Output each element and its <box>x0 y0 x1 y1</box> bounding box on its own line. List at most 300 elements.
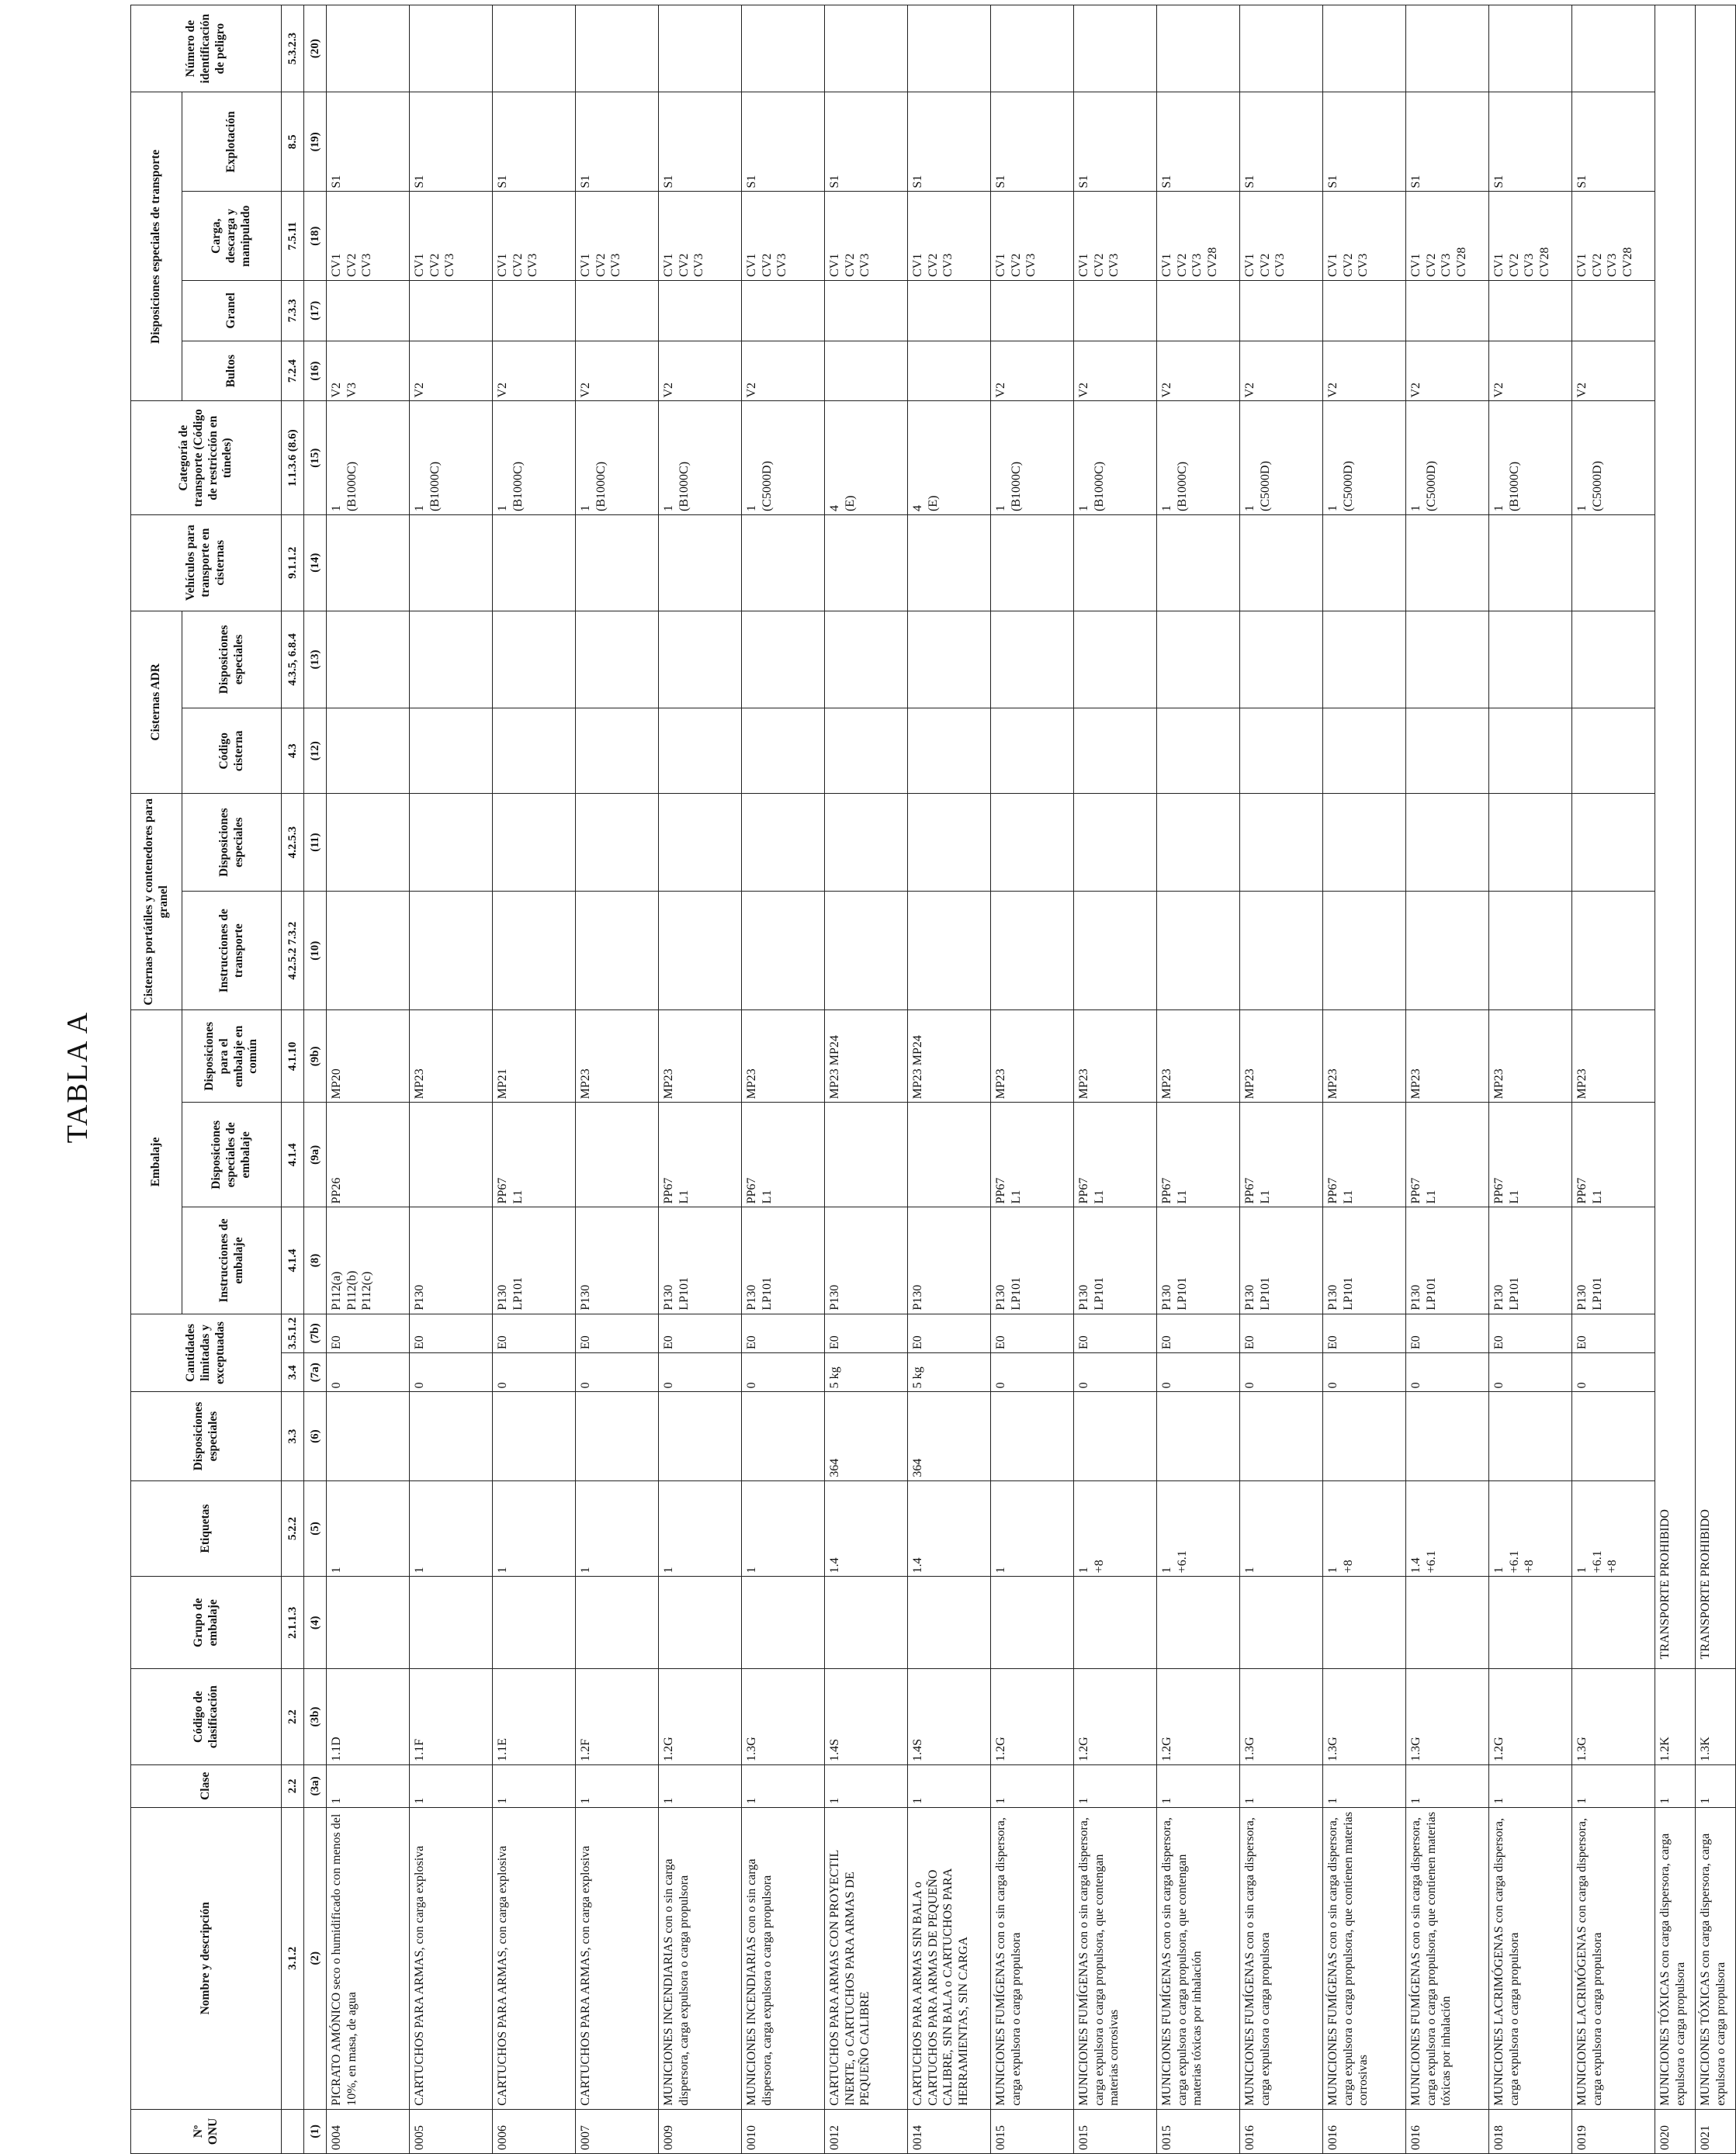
header-loading: Carga, descarga y manipulado <box>182 192 282 280</box>
table-row <box>1157 5 1240 2154</box>
tank-code-cell <box>493 708 576 794</box>
table-row <box>991 5 1074 2154</box>
portable-special-cell <box>493 794 576 892</box>
reference-cell: 4.1.4 <box>282 1103 304 1207</box>
mixed-packing-cell: MP23 <box>1240 1010 1323 1103</box>
special-provisions-cell <box>493 1392 576 1480</box>
transport-instructions-cell <box>1572 892 1655 1010</box>
bulk-provision-cell <box>1489 280 1572 341</box>
mixed-packing-cell: MP23 MP24 <box>908 1010 991 1103</box>
packages-provision-cell: V2 <box>1074 341 1157 401</box>
operation-provision-cell: S1 <box>991 92 1074 192</box>
un-number-cell: 0015 <box>991 2109 1074 2153</box>
tank-vehicle-cell <box>1157 514 1240 611</box>
tank-code-cell <box>1572 708 1655 794</box>
table-row <box>1074 5 1157 2154</box>
packing-group-cell <box>1074 1577 1157 1669</box>
packages-provision-cell: V2 <box>659 341 742 401</box>
class-cell: 1 <box>1489 1764 1572 1807</box>
reference-cell: 3.3 <box>282 1392 304 1480</box>
bulk-provision-cell <box>327 280 410 341</box>
special-provisions-cell: 364 <box>825 1392 908 1480</box>
operation-provision-cell: S1 <box>410 92 493 192</box>
header-transport-instructions: Instrucciones de transporte <box>182 892 282 1010</box>
special-provisions-cell <box>1240 1392 1323 1480</box>
tank-vehicle-cell <box>1572 514 1655 611</box>
table-row <box>1489 5 1572 2154</box>
reference-cell: 7.5.11 <box>282 192 304 280</box>
transport-instructions-cell <box>825 892 908 1010</box>
header-portable-tanks: Cisternas portátiles y contenedores para granel <box>131 794 182 1010</box>
table-row <box>410 5 493 2154</box>
column-number-cell: (2) <box>304 1807 327 2109</box>
packing-special-cell <box>576 1103 659 1207</box>
transport-category-cell: 1 (B1000C) <box>1157 401 1240 514</box>
portable-special-cell <box>1406 794 1489 892</box>
limited-quantity-cell: 0 <box>742 1353 825 1392</box>
excepted-quantity-cell: E0 <box>1157 1314 1240 1352</box>
tank-code-cell <box>1406 708 1489 794</box>
packing-special-cell: PP67 L1 <box>1157 1103 1240 1207</box>
classification-code-cell: 1.2G <box>659 1669 742 1765</box>
packing-group-cell <box>1157 1577 1240 1669</box>
packing-special-cell: PP67 L1 <box>493 1103 576 1207</box>
header-hazard-number: Número de identificación de peligro <box>131 5 282 92</box>
loading-provision-cell: CV1 CV2 CV3 <box>742 192 825 280</box>
name-description-cell: MUNICIONES FUMÍGENAS con o sin carga dispersora, carga expulsora o carga propulsora <box>991 1807 1074 2109</box>
special-provisions-cell <box>327 1392 410 1480</box>
class-cell: 1 <box>1240 1764 1323 1807</box>
transport-instructions-cell <box>908 892 991 1010</box>
excepted-quantity-cell: E0 <box>1323 1314 1406 1352</box>
classification-code-cell: 1.3G <box>1240 1669 1323 1765</box>
tank-vehicle-cell <box>1406 514 1489 611</box>
tank-code-cell <box>908 708 991 794</box>
tank-vehicle-cell <box>1240 514 1323 611</box>
reference-cell: 3.1.2 <box>282 1807 304 2109</box>
column-number-cell: (18) <box>304 192 327 280</box>
reference-cell: 9.1.1.2 <box>282 514 304 611</box>
portable-special-cell <box>1572 794 1655 892</box>
limited-quantity-cell: 0 <box>1406 1353 1489 1392</box>
portable-special-cell <box>1157 794 1240 892</box>
tank-special-cell <box>742 611 825 708</box>
loading-provision-cell: CV1 CV2 CV3 CV28 <box>1572 192 1655 280</box>
header-packages: Bultos <box>182 341 282 401</box>
column-number-cell: (5) <box>304 1480 327 1577</box>
special-provisions-cell <box>1572 1392 1655 1480</box>
table-row <box>1572 5 1655 2154</box>
un-number-cell: 0007 <box>576 2109 659 2153</box>
classification-code-cell: 1.3G <box>742 1669 825 1765</box>
tank-special-cell <box>1074 611 1157 708</box>
mixed-packing-cell: MP23 <box>1406 1010 1489 1103</box>
special-provisions-cell <box>1074 1392 1157 1480</box>
excepted-quantity-cell: E0 <box>1406 1314 1489 1352</box>
classification-code-cell: 1.2F <box>576 1669 659 1765</box>
transport-category-cell: 1 (B1000C) <box>493 401 576 514</box>
header-labels: Etiquetas <box>131 1480 282 1577</box>
mixed-packing-cell: MP23 <box>1323 1010 1406 1103</box>
excepted-quantity-cell: E0 <box>825 1314 908 1352</box>
table-row <box>1240 5 1323 2154</box>
column-number-cell: (15) <box>304 401 327 514</box>
name-description-cell: MUNICIONES FUMÍGENAS con o sin carga dispersora, carga expulsora o carga propulsora, que contengan materias corrosivas <box>1074 1807 1157 2109</box>
labels-cell: 1 <box>1240 1480 1323 1577</box>
reference-cell <box>282 2109 304 2153</box>
mixed-packing-cell: MP23 <box>1572 1010 1655 1103</box>
table-row <box>908 5 991 2154</box>
packing-special-cell <box>825 1103 908 1207</box>
operation-provision-cell: S1 <box>908 92 991 192</box>
class-cell: 1 <box>576 1764 659 1807</box>
labels-cell: 1 +6.1 +8 <box>1489 1480 1572 1577</box>
header-adr-tanks: Cisternas ADR <box>131 611 182 794</box>
packing-group-cell <box>1323 1577 1406 1669</box>
hazard-number-cell <box>1240 5 1323 92</box>
header-operation: Explotación <box>182 92 282 192</box>
reference-cell: 4.2.5.2 7.3.2 <box>282 892 304 1010</box>
transport-category-cell: 1 (C5000D) <box>742 401 825 514</box>
name-description-cell: MUNICIONES LACRIMÓGENAS con carga dispersora, carga expulsora o carga propulsora <box>1489 1807 1572 2109</box>
column-number-cell: (11) <box>304 794 327 892</box>
bulk-provision-cell <box>1406 280 1489 341</box>
packing-group-cell <box>493 1577 576 1669</box>
transport-category-cell: 1 (C5000D) <box>1240 401 1323 514</box>
column-number-row <box>304 5 327 2154</box>
special-provisions-cell <box>410 1392 493 1480</box>
packing-instructions-cell: P130 <box>410 1207 493 1314</box>
transport-category-cell: 1 (C5000D) <box>1323 401 1406 514</box>
column-number-cell: (17) <box>304 280 327 341</box>
labels-cell: 1 <box>991 1480 1074 1577</box>
header-packing-group: Grupo de embalaje <box>131 1577 282 1669</box>
column-number-cell: (13) <box>304 611 327 708</box>
name-description-cell: MUNICIONES INCENDIARIAS con o sin carga dispersora, carga expulsora o carga propulsora <box>659 1807 742 2109</box>
bulk-provision-cell <box>1323 280 1406 341</box>
packing-instructions-cell: P130 LP101 <box>493 1207 576 1314</box>
table-row <box>1406 5 1489 2154</box>
limited-quantity-cell: 0 <box>1074 1353 1157 1392</box>
hazard-number-cell <box>825 5 908 92</box>
packing-instructions-cell: P130 LP101 <box>742 1207 825 1314</box>
classification-code-cell: 1.2G <box>1489 1669 1572 1765</box>
portable-special-cell <box>742 794 825 892</box>
reference-cell: 4.3 <box>282 708 304 794</box>
tank-vehicle-cell <box>742 514 825 611</box>
bulk-provision-cell <box>659 280 742 341</box>
loading-provision-cell: CV1 CV2 CV3 <box>1074 192 1157 280</box>
excepted-quantity-cell: E0 <box>908 1314 991 1352</box>
transport-category-cell: 1 (B1000C) <box>327 401 410 514</box>
class-cell: 1 <box>1655 1764 1696 1807</box>
table-row <box>742 5 825 2154</box>
portable-special-cell <box>576 794 659 892</box>
limited-quantity-cell: 0 <box>1323 1353 1406 1392</box>
bulk-provision-cell <box>1572 280 1655 341</box>
operation-provision-cell: S1 <box>1074 92 1157 192</box>
packing-special-cell: PP67 L1 <box>991 1103 1074 1207</box>
classification-code-cell: 1.1F <box>410 1669 493 1765</box>
tank-vehicle-cell <box>1074 514 1157 611</box>
header-special-provisions: Disposiciones especiales <box>131 1392 282 1480</box>
hazard-number-cell <box>991 5 1074 92</box>
page-title: TABLA A <box>61 1010 94 1144</box>
labels-cell: 1 +8 <box>1323 1480 1406 1577</box>
tank-vehicle-cell <box>576 514 659 611</box>
tank-vehicle-cell <box>1489 514 1572 611</box>
un-number-cell: 0016 <box>1406 2109 1489 2153</box>
classification-code-cell: 1.2K <box>1655 1669 1696 1765</box>
packing-special-cell: PP67 L1 <box>742 1103 825 1207</box>
un-number-cell: 0012 <box>825 2109 908 2153</box>
tank-special-cell <box>410 611 493 708</box>
portable-special-cell <box>1074 794 1157 892</box>
name-description-cell: MUNICIONES FUMÍGENAS con o sin carga dispersora, carga expulsora o carga propulsora <box>1240 1807 1323 2109</box>
class-cell: 1 <box>327 1764 410 1807</box>
transport-instructions-cell <box>659 892 742 1010</box>
packing-instructions-cell: P130 LP101 <box>1074 1207 1157 1314</box>
tank-code-cell <box>327 708 410 794</box>
operation-provision-cell: S1 <box>1240 92 1323 192</box>
tank-special-cell <box>576 611 659 708</box>
packing-instructions-cell: P130 LP101 <box>1406 1207 1489 1314</box>
limited-quantity-cell: 0 <box>1240 1353 1323 1392</box>
loading-provision-cell: CV1 CV2 CV3 <box>1323 192 1406 280</box>
portable-special-cell <box>410 794 493 892</box>
packing-instructions-cell: P130 LP101 <box>659 1207 742 1314</box>
labels-cell: 1.4 +6.1 <box>1406 1480 1489 1577</box>
loading-provision-cell: CV1 CV2 CV3 <box>908 192 991 280</box>
column-number-cell: (19) <box>304 92 327 192</box>
limited-quantity-cell: 0 <box>410 1353 493 1392</box>
packing-special-cell: PP67 L1 <box>1074 1103 1157 1207</box>
tank-vehicle-cell <box>659 514 742 611</box>
class-cell: 1 <box>1572 1764 1655 1807</box>
packages-provision-cell: V2 <box>410 341 493 401</box>
transport-category-cell: 1 (B1000C) <box>1074 401 1157 514</box>
classification-code-cell: 1.2G <box>1157 1669 1240 1765</box>
name-description-cell: MUNICIONES TÓXICAS con carga dispersora, carga expulsora o carga propulsora <box>1655 1807 1696 2109</box>
header-special-transport: Disposiciones especiales de transporte <box>131 92 182 401</box>
bulk-provision-cell <box>1240 280 1323 341</box>
special-provisions-cell <box>1489 1392 1572 1480</box>
column-number-cell: (9b) <box>304 1010 327 1103</box>
header-packing-instructions: Instrucciones de embalaje <box>182 1207 282 1314</box>
packing-special-cell: PP67 L1 <box>1240 1103 1323 1207</box>
mixed-packing-cell: MP23 <box>1074 1010 1157 1103</box>
packages-provision-cell: V2 <box>1323 341 1406 401</box>
excepted-quantity-cell: E0 <box>991 1314 1074 1352</box>
limited-quantity-cell: 0 <box>493 1353 576 1392</box>
packages-provision-cell: V2 V3 <box>327 341 410 401</box>
excepted-quantity-cell: E0 <box>1074 1314 1157 1352</box>
transport-instructions-cell <box>327 892 410 1010</box>
tank-vehicle-cell <box>327 514 410 611</box>
special-provisions-cell <box>742 1392 825 1480</box>
excepted-quantity-cell: E0 <box>576 1314 659 1352</box>
operation-provision-cell: S1 <box>742 92 825 192</box>
hazard-number-cell <box>742 5 825 92</box>
classification-code-cell: 1.3G <box>1323 1669 1406 1765</box>
transport-category-cell: 4 (E) <box>825 401 908 514</box>
packing-group-cell <box>908 1577 991 1669</box>
limited-quantity-cell: 0 <box>576 1353 659 1392</box>
excepted-quantity-cell: E0 <box>1240 1314 1323 1352</box>
column-number-cell: (3a) <box>304 1764 327 1807</box>
column-number-cell: (20) <box>304 5 327 92</box>
transport-category-cell: 1 (B1000C) <box>410 401 493 514</box>
transport-category-cell: 1 (C5000D) <box>1572 401 1655 514</box>
special-provisions-cell <box>576 1392 659 1480</box>
packing-group-cell <box>991 1577 1074 1669</box>
hazard-number-cell <box>493 5 576 92</box>
limited-quantity-cell: 5 kg <box>825 1353 908 1392</box>
mixed-packing-cell: MP23 <box>659 1010 742 1103</box>
column-number-cell: (16) <box>304 341 327 401</box>
mixed-packing-cell: MP23 <box>742 1010 825 1103</box>
tank-code-cell <box>410 708 493 794</box>
operation-provision-cell: S1 <box>576 92 659 192</box>
transport-instructions-cell <box>1406 892 1489 1010</box>
header-tank-vehicles: Vehículos para transporte en cisternas <box>131 514 282 611</box>
class-cell: 1 <box>1074 1764 1157 1807</box>
packing-instructions-cell: P130 LP101 <box>1240 1207 1323 1314</box>
tank-special-cell <box>1323 611 1406 708</box>
un-number-cell: 0021 <box>1696 2109 1736 2153</box>
reference-cell: 7.2.4 <box>282 341 304 401</box>
limited-quantity-cell: 5 kg <box>908 1353 991 1392</box>
special-provisions-cell <box>991 1392 1074 1480</box>
column-number-cell: (7a) <box>304 1353 327 1392</box>
tank-code-cell <box>825 708 908 794</box>
loading-provision-cell: CV1 CV2 CV3 <box>493 192 576 280</box>
tank-vehicle-cell <box>410 514 493 611</box>
un-number-cell: 0016 <box>1240 2109 1323 2153</box>
reference-cell: 5.2.2 <box>282 1480 304 1577</box>
reference-row <box>282 5 304 2154</box>
packing-special-cell: PP67 L1 <box>1323 1103 1406 1207</box>
special-provisions-cell <box>659 1392 742 1480</box>
reference-cell: 2.1.1.3 <box>282 1577 304 1669</box>
portable-special-cell <box>825 794 908 892</box>
labels-cell: 1 <box>659 1480 742 1577</box>
tank-vehicle-cell <box>493 514 576 611</box>
limited-quantity-cell: 0 <box>1572 1353 1655 1392</box>
class-cell: 1 <box>1406 1764 1489 1807</box>
packing-instructions-cell: P130 LP101 <box>1323 1207 1406 1314</box>
mixed-packing-cell: MP23 <box>991 1010 1074 1103</box>
hazard-number-cell <box>327 5 410 92</box>
header-tank-special: Disposiciones especiales <box>182 611 282 708</box>
loading-provision-cell: CV1 CV2 CV3 CV28 <box>1489 192 1572 280</box>
header-tank-code: Código cisterna <box>182 708 282 794</box>
packing-group-cell <box>1489 1577 1572 1669</box>
tank-special-cell <box>327 611 410 708</box>
transport-instructions-cell <box>1074 892 1157 1010</box>
tank-code-cell <box>742 708 825 794</box>
operation-provision-cell: S1 <box>659 92 742 192</box>
class-cell: 1 <box>410 1764 493 1807</box>
transport-prohibited-cell: TRANSPORTE PROHIBIDO <box>1655 5 1696 1669</box>
packages-provision-cell: V2 <box>1406 341 1489 401</box>
transport-category-cell: 1 (B1000C) <box>1489 401 1572 514</box>
limited-quantity-cell: 0 <box>991 1353 1074 1392</box>
labels-cell: 1 <box>742 1480 825 1577</box>
table-row <box>825 5 908 2154</box>
transport-instructions-cell <box>742 892 825 1010</box>
class-cell: 1 <box>825 1764 908 1807</box>
packing-special-cell: PP67 L1 <box>659 1103 742 1207</box>
class-cell: 1 <box>493 1764 576 1807</box>
tank-code-cell <box>576 708 659 794</box>
un-number-cell: 0019 <box>1572 2109 1655 2153</box>
packing-special-cell: PP67 L1 <box>1489 1103 1572 1207</box>
header-class: Clase <box>131 1764 282 1807</box>
packing-group-cell <box>576 1577 659 1669</box>
bulk-provision-cell <box>1157 280 1240 341</box>
portable-special-cell <box>1489 794 1572 892</box>
un-number-cell: 0015 <box>1157 2109 1240 2153</box>
packages-provision-cell: V2 <box>1240 341 1323 401</box>
bulk-provision-cell <box>908 280 991 341</box>
tank-code-cell <box>659 708 742 794</box>
limited-quantity-cell: 0 <box>1489 1353 1572 1392</box>
excepted-quantity-cell: E0 <box>1489 1314 1572 1352</box>
operation-provision-cell: S1 <box>825 92 908 192</box>
column-number-cell: (1) <box>304 2109 327 2153</box>
name-description-cell: PICRATO AMÓNICO seco o humidificado con menos del 10%, en masa, de agua <box>327 1807 410 2109</box>
operation-provision-cell: S1 <box>1489 92 1572 192</box>
name-description-cell: MUNICIONES FUMÍGENAS con o sin carga dispersora, carga expulsora o carga propulsora, que contienen materias corrosivas <box>1323 1807 1406 2109</box>
bulk-provision-cell <box>410 280 493 341</box>
column-number-cell: (12) <box>304 708 327 794</box>
packing-group-cell <box>825 1577 908 1669</box>
packing-group-cell <box>1572 1577 1655 1669</box>
bulk-provision-cell <box>576 280 659 341</box>
reference-cell: 4.1.4 <box>282 1207 304 1314</box>
table-body <box>327 5 1736 2154</box>
portable-special-cell <box>1240 794 1323 892</box>
portable-special-cell <box>327 794 410 892</box>
packing-group-cell <box>1406 1577 1489 1669</box>
name-description-cell: MUNICIONES INCENDIARIAS con o sin carga dispersora, carga expulsora o carga propulsora <box>742 1807 825 2109</box>
class-cell: 1 <box>908 1764 991 1807</box>
class-cell: 1 <box>991 1764 1074 1807</box>
column-number-cell: (6) <box>304 1392 327 1480</box>
name-description-cell: MUNICIONES TÓXICAS con carga dispersora, carga expulsora o carga propulsora <box>1696 1807 1736 2109</box>
transport-instructions-cell <box>991 892 1074 1010</box>
classification-code-cell: 1.1E <box>493 1669 576 1765</box>
packing-instructions-cell: P130 LP101 <box>1572 1207 1655 1314</box>
hazard-number-cell <box>1406 5 1489 92</box>
reference-cell: 4.2.5.3 <box>282 794 304 892</box>
transport-category-cell: 1 (C5000D) <box>1406 401 1489 514</box>
labels-cell: 1.4 <box>908 1480 991 1577</box>
limited-quantity-cell: 0 <box>327 1353 410 1392</box>
column-number-cell: (3b) <box>304 1669 327 1765</box>
loading-provision-cell: CV1 CV2 CV3 <box>1240 192 1323 280</box>
reference-cell: 7.3.3 <box>282 280 304 341</box>
transport-category-cell: 1 (B1000C) <box>991 401 1074 514</box>
column-number-cell: (7b) <box>304 1314 327 1352</box>
transport-instructions-cell <box>576 892 659 1010</box>
tank-special-cell <box>1489 611 1572 708</box>
portable-special-cell <box>991 794 1074 892</box>
un-number-cell: 0016 <box>1323 2109 1406 2153</box>
portable-special-cell <box>1323 794 1406 892</box>
hazard-number-cell <box>1323 5 1406 92</box>
